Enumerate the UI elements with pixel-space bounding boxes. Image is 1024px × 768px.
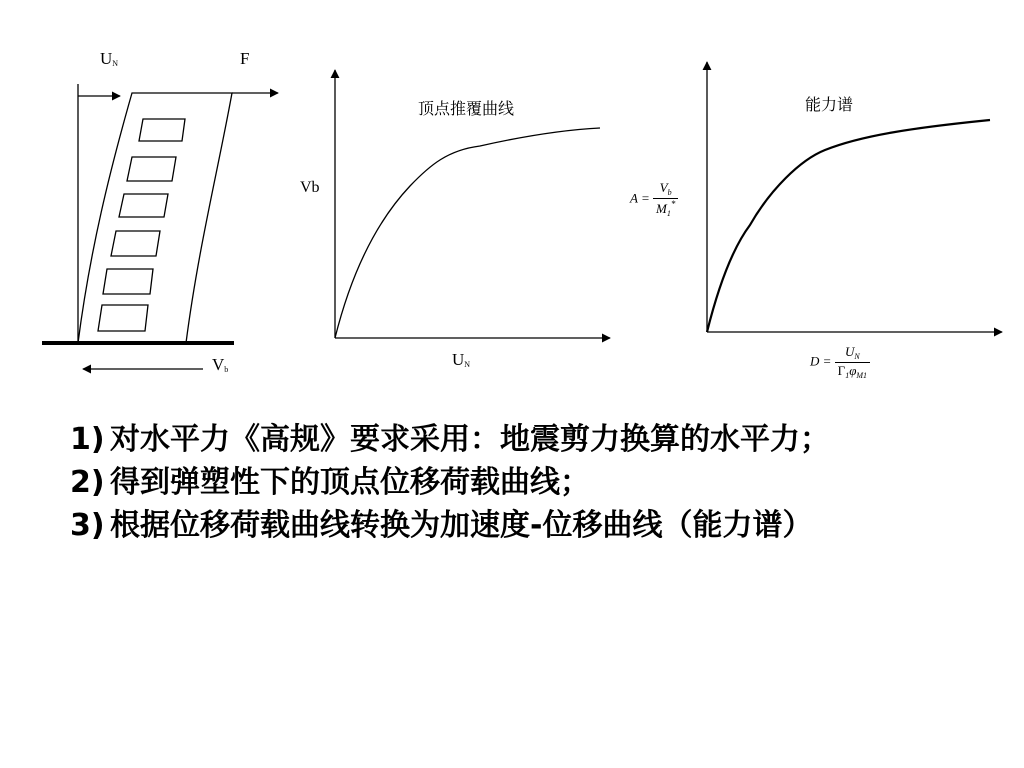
- building-vb-sub: b: [224, 365, 229, 374]
- step-number-2: 2): [70, 465, 105, 500]
- formula-a-fraction: [653, 181, 678, 218]
- window-6: [98, 305, 148, 331]
- building-vb-main: V: [212, 355, 225, 374]
- formula-d-num-main: U: [845, 344, 855, 359]
- building-un-sub: N: [112, 59, 119, 68]
- step-text-1: 对水平力《高规》要求采用：地震剪力换算的水平力；: [110, 422, 830, 457]
- formula-a-num-sub: b: [667, 188, 672, 197]
- pushover-x-sub: N: [464, 360, 471, 369]
- formula-a-numerator: [653, 181, 678, 199]
- pushover-y-label: Vb: [300, 179, 320, 196]
- formula-d-lhs: D =: [810, 353, 832, 369]
- formula-d-numerator: [835, 345, 870, 363]
- window-4: [111, 231, 160, 256]
- step-number-3: 3): [70, 508, 105, 543]
- formula-d-den-gamma: Γ: [837, 363, 846, 378]
- formula-a-den-main: M: [655, 201, 667, 216]
- formula-d-den-phi-sub: M1: [856, 371, 868, 380]
- formula-d-den-phi: φ: [849, 363, 857, 378]
- formula-a-num-main: V: [659, 180, 668, 195]
- spectrum-title: 能力谱: [805, 95, 854, 114]
- formula-a-denominator: [653, 199, 678, 218]
- building-vb-label: [212, 356, 228, 374]
- formula-d-denominator: [835, 363, 870, 380]
- window-5: [103, 269, 153, 294]
- steps-list: [70, 418, 950, 547]
- formula-a-den-sub: 1: [666, 209, 671, 218]
- spectrum-y-formula: [630, 181, 678, 218]
- step-text-2: 得到弹塑性下的顶点位移荷载曲线；: [110, 465, 590, 500]
- formula-d-den-sub: 1: [845, 371, 850, 380]
- step-item-1: [70, 418, 950, 461]
- window-2: [127, 157, 176, 181]
- pushover-x-main: U: [452, 350, 465, 369]
- formula-d-fraction: [835, 345, 870, 380]
- capacity-spectrum-chart: [707, 62, 1002, 332]
- building-un-label: [100, 50, 118, 68]
- step-item-3: [70, 504, 950, 547]
- pushover-curve: [335, 128, 600, 338]
- pushover-title: 顶点推覆曲线: [418, 99, 515, 118]
- building-un-main: U: [100, 49, 113, 68]
- deformed-frame: [78, 93, 232, 343]
- formula-d-num-sub: N: [854, 352, 860, 361]
- frame-openings: [98, 119, 185, 331]
- formula-a-den-sup: *: [670, 199, 676, 209]
- building-figure: [42, 84, 278, 369]
- spectrum-curve: [707, 120, 990, 332]
- spectrum-x-formula: [810, 345, 870, 380]
- window-1: [139, 119, 185, 141]
- building-f-label: F: [240, 49, 250, 68]
- pushover-x-label: [452, 351, 470, 369]
- step-number-1: 1): [70, 422, 105, 457]
- step-item-2: [70, 461, 950, 504]
- formula-a-lhs: A =: [630, 190, 650, 206]
- window-3: [119, 194, 168, 217]
- step-text-3: 根据位移荷载曲线转换为加速度-位移曲线（能力谱）: [110, 508, 813, 543]
